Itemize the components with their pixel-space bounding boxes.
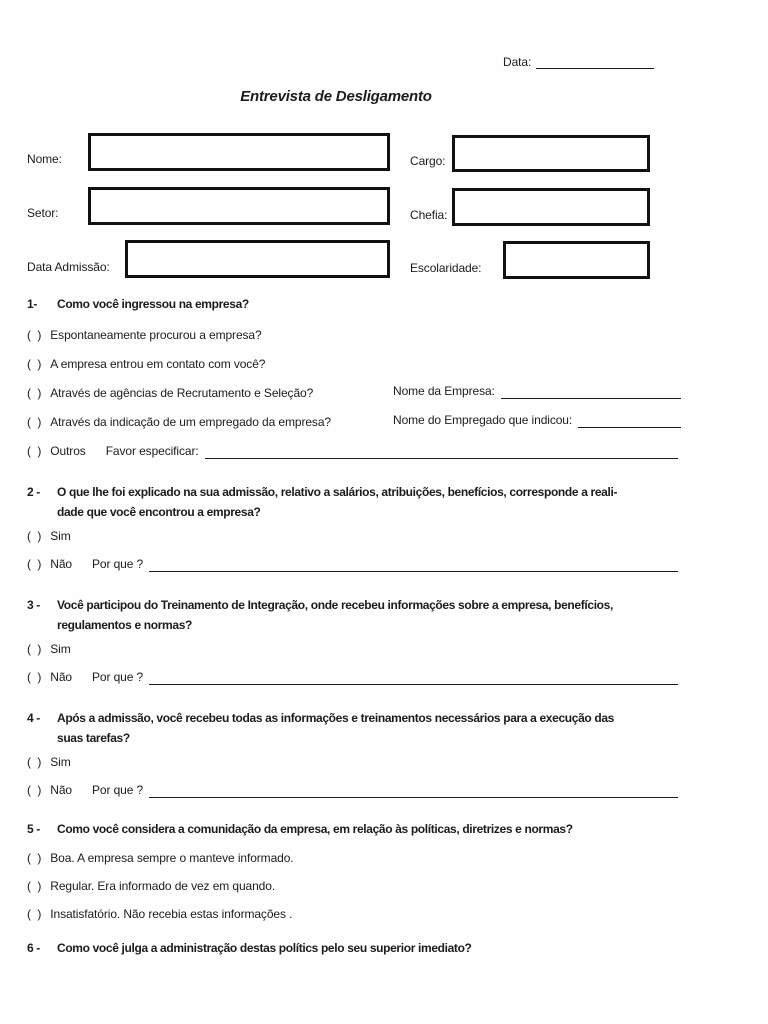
question-text: regulamentos e normas?: [57, 618, 193, 632]
date-row: [503, 54, 654, 69]
employee-name-write-line[interactable]: [578, 412, 681, 428]
checkbox-icon[interactable]: ( ): [27, 642, 42, 656]
checkbox-icon[interactable]: ( ): [27, 415, 42, 429]
checkbox-icon[interactable]: ( ): [27, 328, 42, 342]
question-number: 2 -: [27, 485, 40, 499]
field-box-nome[interactable]: [88, 133, 390, 171]
question-number: 4 -: [27, 711, 40, 725]
option-label: Sim: [50, 642, 71, 656]
question-text: Como você julga a administração destas polítics pelo seu superior imediato?: [57, 941, 472, 955]
question-number: 3 -: [27, 598, 40, 612]
question-text: Você participou do Treinamento de Integração, onde recebeu informações sobre a empresa, benefícios,: [57, 598, 613, 612]
why-write-line[interactable]: [149, 669, 678, 685]
question-text: suas tarefas?: [57, 731, 130, 745]
q1-option-3-extra: [393, 383, 681, 399]
option-label: A empresa entrou em contato com você?: [50, 357, 266, 371]
field-label-cargo: Cargo:: [410, 154, 446, 168]
question-5-heading: [27, 821, 678, 837]
option-label: Não: [50, 670, 72, 684]
question-text: Como você considera a comunidação da empresa, em relação às políticas, diretrizes e normas?: [57, 822, 573, 836]
q1-option-4-extra: [393, 412, 681, 428]
option-label: Não: [50, 557, 72, 571]
option-label: Outros: [50, 444, 86, 458]
q1-option-4: [27, 414, 678, 430]
question-text: Após a admissão, você recebeu todas as informações e treinamentos necessários para a execução das: [57, 711, 614, 725]
field-box-escolaridade[interactable]: [503, 241, 650, 279]
checkbox-icon[interactable]: ( ): [27, 557, 42, 571]
field-label-chefia: Chefia:: [410, 208, 448, 222]
field-label-data-admissao: Data Admissão:: [27, 260, 110, 274]
q1-option-2: [27, 356, 678, 372]
option-label: Regular. Era informado de vez em quando.: [50, 879, 276, 893]
option-label: Através de agências de Recrutamento e Seleção?: [50, 386, 314, 400]
q2-option-sim: [27, 528, 678, 544]
checkbox-icon[interactable]: ( ): [27, 444, 42, 458]
option-label: Insatisfatório. Não recebia estas informações .: [50, 907, 293, 921]
q1-option-3: [27, 385, 678, 401]
checkbox-icon[interactable]: ( ): [27, 851, 42, 865]
date-label: Data:: [503, 55, 532, 69]
field-label-escolaridade: Escolaridade:: [410, 261, 482, 275]
q5-option-2: [27, 878, 678, 894]
checkbox-icon[interactable]: ( ): [27, 907, 42, 921]
q3-option-nao: [27, 669, 678, 685]
extra-label: Por que ?: [91, 557, 144, 571]
why-write-line[interactable]: [149, 556, 678, 572]
q2-option-nao: [27, 556, 678, 572]
question-text: dade que você encontrou a empresa?: [57, 505, 261, 519]
q4-option-nao: [27, 782, 678, 798]
option-label: Não: [50, 783, 72, 797]
q5-option-3: [27, 906, 678, 922]
q3-option-sim: [27, 641, 678, 657]
extra-label: Nome da Empresa:: [393, 384, 495, 398]
checkbox-icon[interactable]: ( ): [27, 879, 42, 893]
question-text: O que lhe foi explicado na sua admissão, relativo a salários, atribuições, benefícios, corresponde a reali-: [57, 485, 618, 499]
q1-option-1: [27, 327, 678, 343]
q4-option-sim: [27, 754, 678, 770]
question-number: 6 -: [27, 941, 40, 955]
checkbox-icon[interactable]: ( ): [27, 386, 42, 400]
checkbox-icon[interactable]: ( ): [27, 783, 42, 797]
question-1-heading: [27, 296, 678, 312]
field-box-data-admissao[interactable]: [125, 240, 390, 278]
option-label: Através da indicação de um empregado da empresa?: [50, 415, 331, 429]
field-box-setor[interactable]: [88, 187, 390, 225]
question-text: Como você ingressou na empresa?: [57, 297, 249, 311]
checkbox-icon[interactable]: ( ): [27, 357, 42, 371]
option-label: Sim: [50, 529, 71, 543]
extra-label: Por que ?: [91, 783, 144, 797]
extra-label: Nome do Empregado que indicou:: [393, 413, 573, 427]
option-label: Espontaneamente procurou a empresa?: [50, 328, 262, 342]
extra-label: Por que ?: [91, 670, 144, 684]
field-label-setor: Setor:: [27, 206, 59, 220]
date-write-line[interactable]: [536, 54, 654, 69]
checkbox-icon[interactable]: ( ): [27, 755, 42, 769]
field-label-nome: Nome:: [27, 152, 62, 166]
question-number: 5 -: [27, 822, 40, 836]
questions-section: [27, 294, 678, 956]
question-4-heading: [27, 708, 678, 748]
page-title: Entrevista de Desligamento: [240, 88, 432, 105]
extra-label: Favor especificar:: [105, 444, 199, 458]
checkbox-icon[interactable]: ( ): [27, 529, 42, 543]
question-number: 1-: [27, 297, 37, 311]
company-name-write-line[interactable]: [501, 383, 681, 399]
question-2-heading: [27, 482, 678, 522]
option-label: Boa. A empresa sempre o manteve informado.: [50, 851, 294, 865]
why-write-line[interactable]: [149, 782, 678, 798]
field-box-chefia[interactable]: [452, 188, 650, 226]
q5-option-1: [27, 850, 678, 866]
specify-write-line[interactable]: [205, 443, 678, 459]
q1-option-5: [27, 443, 678, 459]
checkbox-icon[interactable]: ( ): [27, 670, 42, 684]
question-3-heading: [27, 595, 678, 635]
question-6-heading: [27, 940, 678, 956]
field-box-cargo[interactable]: [452, 135, 650, 172]
option-label: Sim: [50, 755, 71, 769]
